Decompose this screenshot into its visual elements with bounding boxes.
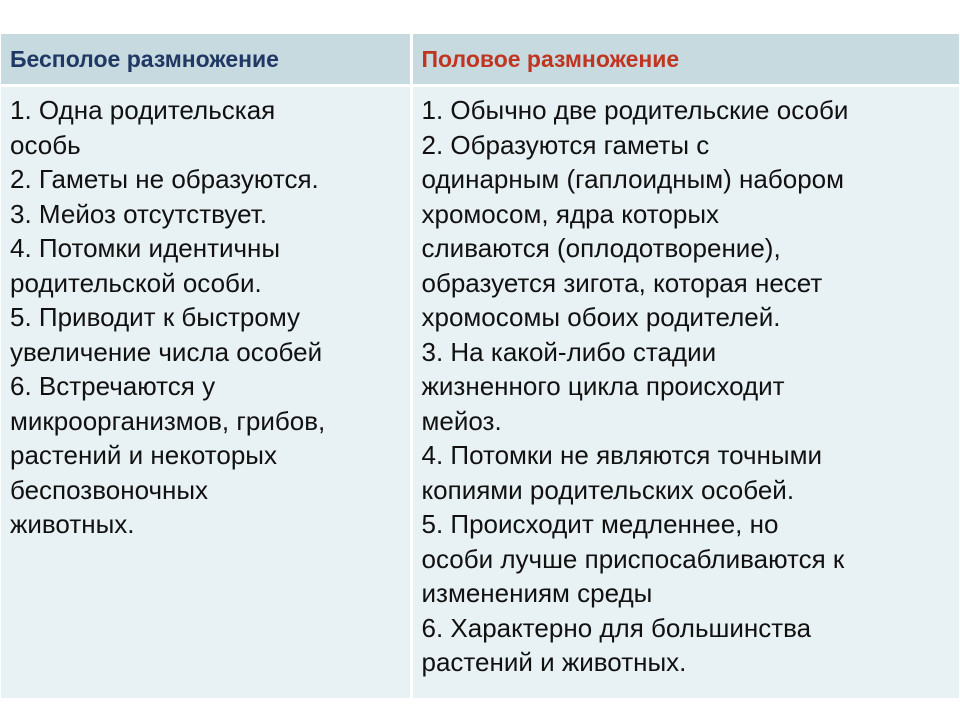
comparison-table	[1, 34, 959, 698]
header-sexual: Половое размножение	[411, 34, 959, 86]
header-asexual: Бесполое размножение	[1, 34, 411, 86]
asexual-cell	[1, 86, 411, 699]
asexual-text: 1. Одна родительская особь 2. Гаметы не образуются. 3. Мейоз отсутствует. 4. Потомки идентичны родительской особи. 5. Приводит к быстрому увеличение числа особей 6. Встречаются у микроорганизмов, грибов, растений и некоторых беспозвоночных животных.	[10, 95, 326, 539]
sexual-text: 1. Обычно две родительские особи 2. Образуются гаметы с одинарным (гаплоидным) набором хромосом, ядра которых сливаются (оплодотворение), образуется зигота, которая несет хромосомы обоих родителей. 3. На какой-либо стадии жизненного цикла происходит мейоз. 4. Потомки не являются точными копиями родительских особей. 5. Происходит медленнее, но особи лучше приспосабливаются к изменениям среды 6. Характерно для большинства растений и животных.	[421, 95, 849, 677]
table-header-row	[1, 34, 959, 86]
table-row	[1, 86, 959, 699]
sexual-cell	[411, 86, 959, 699]
